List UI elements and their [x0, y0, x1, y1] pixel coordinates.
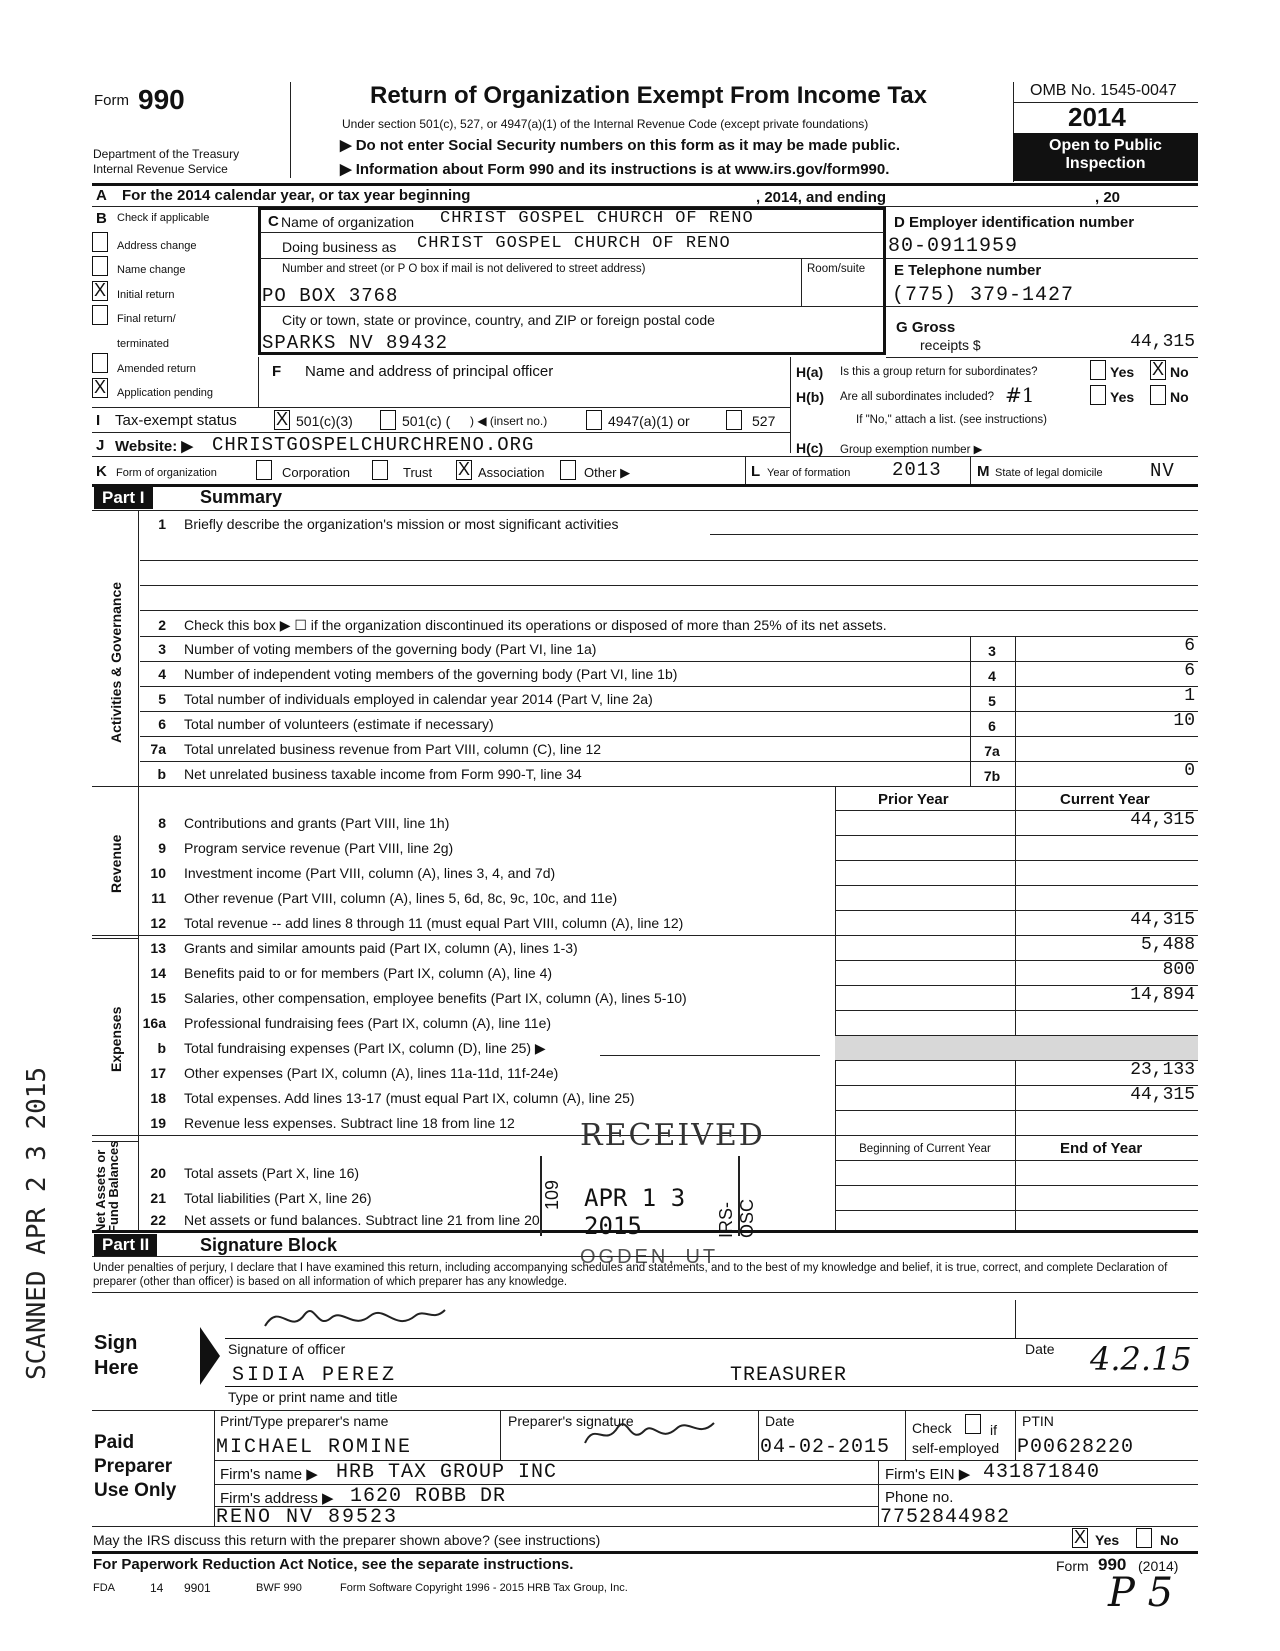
- final-return-checkbox[interactable]: [92, 305, 108, 325]
- line-1-text: Briefly describe the organization's mission or most significant activities: [184, 516, 619, 532]
- line-4-num: 4: [158, 666, 166, 682]
- page-handwritten: P 5: [1108, 1570, 1174, 1616]
- line-15-text: Salaries, other compensation, employee benefits (Part IX, column (A), lines 5-10): [184, 990, 687, 1006]
- stamp-ogden: OGDEN, UT: [580, 1246, 719, 1268]
- prep-date-value: 04-02-2015: [760, 1436, 891, 1459]
- ha-text: Is this a group return for subordinates?: [840, 366, 1038, 378]
- corporation-checkbox[interactable]: [256, 460, 272, 480]
- line-15-num: 15: [150, 990, 166, 1006]
- footer-software: Form Software Copyright 1996 - 2015 HRB Tax Group, Inc.: [340, 1582, 628, 1594]
- line-5-value: 1: [1184, 686, 1195, 706]
- discuss-question: May the IRS discuss this return with the preparer shown above? (see instructions): [93, 1532, 601, 1548]
- phone-label: E Telephone number: [894, 262, 1042, 279]
- address-change-checkbox[interactable]: [92, 232, 108, 252]
- line-i-label: I: [96, 412, 101, 429]
- current-year-header: Current Year: [1060, 791, 1150, 808]
- line-18-current: 44,315: [1130, 1085, 1195, 1105]
- line-12-text: Total revenue -- add lines 8 through 11 (must equal Part VIII, column (A), line 12): [184, 915, 684, 931]
- perjury-text: Under penalties of perjury, I declare that I have examined this return, including accompanying schedules and statements, and to the best of my knowledge and belief, it is true, correct, and complete Declaration of preparer (other than officer) is based on all information of which preparer has any knowledge.: [93, 1262, 1168, 1288]
- line-f-label: F: [272, 363, 282, 380]
- line-16b-text: Total fundraising expenses (Part IX, column (D), line 25) ▶: [184, 1040, 546, 1056]
- line-7b-value: 0: [1184, 761, 1195, 781]
- ha-no-label: No: [1170, 364, 1189, 380]
- org-name-label: Name of organization: [281, 214, 415, 230]
- firm-name-value: HRB TAX GROUP INC: [336, 1461, 558, 1484]
- line-16b-shaded: [835, 1035, 1198, 1060]
- line-11-text: Other revenue (Part VIII, column (A), lines 5, 6d, 8c, 9c, 10c, and 11e): [184, 890, 618, 906]
- side-expenses: Expenses: [108, 1006, 124, 1072]
- preparer-label: Preparer: [94, 1456, 173, 1477]
- line-18-num: 18: [150, 1090, 166, 1106]
- sig-officer-label: Signature of officer: [228, 1341, 346, 1357]
- line-7a-box: 7a: [984, 743, 1000, 759]
- org-name-value: CHRIST GOSPEL CHURCH OF RENO: [440, 209, 754, 228]
- hb-text: Are all subordinates included?: [840, 391, 995, 403]
- trust-checkbox[interactable]: [372, 460, 388, 480]
- hb-label: H(b): [796, 389, 824, 405]
- part2-tag: Part II: [94, 1234, 157, 1256]
- scanned-stamp: SCANNED APR 2 3 2015: [22, 1066, 52, 1380]
- line-10-num: 10: [150, 865, 166, 881]
- officer-name: SIDIA PEREZ: [232, 1364, 398, 1387]
- footer-code2: 9901: [184, 1581, 211, 1595]
- ha-yes-label: Yes: [1110, 364, 1135, 380]
- address-change-label: Address change: [117, 240, 197, 252]
- ha-yes-checkbox[interactable]: [1090, 360, 1106, 380]
- association-checkbox[interactable]: X: [457, 459, 470, 479]
- line-3-text: Number of voting members of the governing body (Part VI, line 1a): [184, 641, 597, 657]
- form-of-org-label: Form of organization: [116, 467, 217, 479]
- form-subtitle: Under section 501(c), 527, or 4947(a)(1) of the Internal Revenue Code (except private foundations): [342, 117, 869, 131]
- 501c-checkbox[interactable]: [380, 410, 396, 430]
- part1-tag: Part I: [94, 487, 153, 509]
- line-8-num: 8: [158, 815, 166, 831]
- sign-label: Sign: [94, 1332, 138, 1354]
- firm-address-label: Firm's address ▶: [220, 1490, 334, 1507]
- sign-date-value: 4.2.15: [1090, 1340, 1192, 1378]
- ptin-label: PTIN: [1022, 1413, 1054, 1429]
- prior-year-header: Prior Year: [878, 791, 949, 808]
- prep-date-label: Date: [765, 1413, 795, 1429]
- dept-treasury: Department of the Treasury: [93, 147, 240, 161]
- officer-signature: [255, 1296, 455, 1342]
- hb-yes-label: Yes: [1110, 389, 1135, 405]
- footer-code1: 14: [150, 1581, 164, 1595]
- street-value: PO BOX 3768: [262, 285, 399, 307]
- line-16a-text: Professional fundraising fees (Part IX, column (A), line 11e): [184, 1015, 552, 1031]
- side-net-assets: Net Assets or Fund Balances: [93, 1140, 121, 1233]
- line-a-label: A: [96, 187, 107, 204]
- form-title: Return of Organization Exempt From Income Tax: [370, 82, 927, 109]
- line-19-text: Revenue less expenses. Subtract line 18 from line 12: [184, 1115, 515, 1131]
- line-2-num: 2: [158, 617, 166, 633]
- line-3-box: 3: [988, 643, 996, 659]
- dba-value: CHRIST GOSPEL CHURCH OF RENO: [417, 234, 731, 253]
- line-21-text: Total liabilities (Part X, line 26): [184, 1190, 372, 1206]
- hb-handwritten: #1: [1005, 383, 1035, 407]
- begin-year-header: Beginning of Current Year: [859, 1143, 991, 1155]
- line-j-label: J: [96, 437, 105, 454]
- initial-return-label: Initial return: [117, 289, 175, 301]
- 4947-label: 4947(a)(1) or: [608, 413, 690, 429]
- line-14-current: 800: [1162, 960, 1195, 980]
- form-label: Form: [94, 92, 129, 109]
- line-a-ending: , 2014, and ending: [756, 189, 887, 206]
- ha-no-checkbox[interactable]: X: [1151, 359, 1164, 379]
- website-label: Website: ▶: [115, 438, 193, 455]
- footer-form-label: Form: [1056, 1558, 1089, 1574]
- line-1-num: 1: [158, 516, 166, 532]
- 501c3-label: 501(c)(3): [296, 413, 353, 429]
- line-14-text: Benefits paid to or for members (Part IX, column (A), line 4): [184, 965, 553, 981]
- terminated-label: terminated: [117, 338, 169, 350]
- line-22-text: Net assets or fund balances. Subtract line 21 from line 20: [184, 1212, 540, 1228]
- line-6-box: 6: [988, 718, 996, 734]
- final-return-label: Final return/: [117, 313, 176, 325]
- line-a-twenty: , 20: [1095, 189, 1121, 206]
- hb-note: If "No," attach a list. (see instructions): [856, 414, 1047, 426]
- 4947-checkbox[interactable]: [586, 410, 602, 430]
- hc-label: H(c): [796, 440, 824, 456]
- here-label: Here: [94, 1357, 139, 1379]
- stamp-received: RECEIVED: [580, 1118, 765, 1153]
- line-13-current: 5,488: [1140, 935, 1195, 955]
- line-12-current: 44,315: [1130, 910, 1195, 930]
- gross-label: G Gross: [896, 319, 956, 336]
- paid-label: Paid: [94, 1432, 135, 1453]
- city-value: SPARKS NV 89432: [262, 332, 449, 354]
- end-year-header: End of Year: [1060, 1140, 1143, 1157]
- info-notice: ▶ Information about Form 990 and its instructions is at www.irs.gov/form990.: [340, 161, 890, 178]
- line-19-num: 19: [150, 1115, 166, 1131]
- footer-form-year: (2014): [1138, 1558, 1179, 1574]
- hb-no-label: No: [1170, 389, 1189, 405]
- ssn-notice: ▶ Do not enter Social Security numbers on this form as it may be made public.: [340, 137, 900, 154]
- stamp-date: APR 1 3 2015: [584, 1184, 686, 1240]
- use-only-label: Use Only: [94, 1480, 177, 1501]
- name-change-checkbox[interactable]: [92, 256, 108, 276]
- phone-value: (775) 379-1427: [892, 284, 1075, 307]
- type-name-label: Type or print name and title: [228, 1389, 398, 1405]
- 501c3-checkbox[interactable]: X: [275, 409, 288, 429]
- name-change-label: Name change: [117, 264, 186, 276]
- side-governance: Activities & Governance: [108, 581, 124, 743]
- line-18-text: Total expenses. Add lines 13-17 (must equal Part IX, column (A), line 25): [184, 1090, 635, 1106]
- line-2-text: Check this box ▶ ☐ if the organization discontinued its operations or disposed of more than 25% of its net assets.: [184, 617, 887, 633]
- line-7a-num: 7a: [150, 741, 166, 757]
- gross-receipts-label: receipts $: [920, 337, 981, 353]
- line-22-num: 22: [150, 1212, 166, 1228]
- sign-arrow-icon: [198, 1325, 222, 1387]
- preparer-signature: [580, 1413, 720, 1453]
- year-formation-label: Year of formation: [767, 467, 851, 479]
- omb-number: OMB No. 1545-0047: [1030, 82, 1177, 99]
- discuss-no-label: No: [1160, 1532, 1179, 1548]
- prep-sig-label: Preparer's signature: [508, 1413, 634, 1429]
- firm-phone-value: 7752844982: [880, 1506, 1011, 1529]
- principal-officer-label: Name and address of principal officer: [305, 363, 554, 380]
- part1-title: Summary: [200, 487, 283, 507]
- line-6-text: Total number of volunteers (estimate if necessary): [184, 716, 494, 732]
- line-4-value: 6: [1184, 661, 1195, 681]
- line-8-text: Contributions and grants (Part VIII, line 1h): [184, 815, 450, 831]
- amended-return-label: Amended return: [117, 363, 196, 375]
- dba-label: Doing business as: [282, 239, 397, 255]
- line-11-num: 11: [151, 890, 166, 906]
- footer-fda: FDA: [93, 1582, 115, 1594]
- corporation-label: Corporation: [282, 465, 350, 480]
- line-b-label: B: [96, 210, 107, 227]
- line-17-text: Other expenses (Part IX, column (A), lines 11a-11d, 11f-24e): [184, 1065, 559, 1081]
- footer-form-num: 990: [1098, 1555, 1127, 1574]
- prep-name-value: MICHAEL ROMINE: [216, 1436, 413, 1459]
- footer-bwf: BWF 990: [256, 1582, 302, 1594]
- inspection-text: Inspection: [1065, 155, 1146, 172]
- gross-value: 44,315: [1130, 332, 1195, 352]
- side-revenue: Revenue: [108, 834, 124, 893]
- initial-return-checkbox[interactable]: X: [93, 280, 106, 300]
- prep-check-label: Check: [912, 1420, 952, 1436]
- tax-year: 2014: [1068, 102, 1126, 132]
- sign-date-label: Date: [1025, 1341, 1055, 1357]
- open-public-text: Open to Public: [1049, 137, 1162, 154]
- firm-city-value: RENO NV 89523: [216, 1506, 399, 1529]
- discuss-no-checkbox[interactable]: [1136, 1528, 1152, 1548]
- line-12-num: 12: [150, 915, 166, 931]
- line-a-text: For the 2014 calendar year, or tax year beginning: [122, 187, 471, 204]
- firm-phone-label: Phone no.: [885, 1489, 954, 1506]
- firm-name-label: Firm's name ▶: [220, 1466, 318, 1483]
- hb-yes-checkbox[interactable]: [1090, 385, 1106, 405]
- line-4-text: Number of independent voting members of the governing body (Part VI, line 1b): [184, 666, 678, 682]
- line-9-text: Program service revenue (Part VIII, line 2g): [184, 840, 454, 856]
- line-4-box: 4: [988, 668, 996, 684]
- line-5-num: 5: [158, 691, 166, 707]
- other-checkbox[interactable]: [560, 460, 576, 480]
- line-3-num: 3: [158, 641, 166, 657]
- 501c-label: 501(c) (: [402, 413, 451, 429]
- part2-title: Signature Block: [200, 1235, 338, 1255]
- ptin-value: P00628220: [1017, 1436, 1135, 1459]
- ein-value: 80-0911959: [888, 235, 1019, 258]
- line-14-num: 14: [150, 965, 166, 981]
- other-label: Other ▶: [584, 465, 631, 480]
- domicile-label: State of legal domicile: [995, 467, 1103, 479]
- line-8-current: 44,315: [1130, 810, 1195, 830]
- form-number: 990: [138, 84, 185, 115]
- line-6-value: 10: [1173, 711, 1195, 731]
- line-9-num: 9: [158, 840, 166, 856]
- line-3-value: 6: [1184, 636, 1195, 656]
- firm-ein-value: 431871840: [983, 1461, 1101, 1484]
- line-13-num: 13: [150, 940, 166, 956]
- line-c-label: C: [268, 213, 279, 230]
- line-13-text: Grants and similar amounts paid (Part IX, column (A), lines 1-3): [184, 940, 578, 956]
- line-15-current: 14,894: [1130, 985, 1195, 1005]
- line-7a-text: Total unrelated business revenue from Part VIII, column (C), line 12: [184, 741, 602, 757]
- domicile-value: NV: [1150, 460, 1175, 482]
- paperwork-notice: For Paperwork Reduction Act Notice, see the separate instructions.: [93, 1556, 574, 1573]
- line-6-num: 6: [158, 716, 166, 732]
- firm-ein-label: Firm's EIN ▶: [885, 1466, 971, 1483]
- prep-name-label: Print/Type preparer's name: [220, 1413, 389, 1429]
- line-5-text: Total number of individuals employed in calendar year 2014 (Part V, line 2a): [184, 691, 653, 707]
- year-formation-value: 2013: [892, 459, 942, 481]
- check-if-label: Check if applicable: [117, 212, 210, 224]
- firm-address-value: 1620 ROBB DR: [350, 1485, 507, 1508]
- line-20-num: 20: [150, 1165, 166, 1181]
- line-10-text: Investment income (Part VIII, column (A), lines 3, 4, and 7d): [184, 865, 556, 881]
- trust-label: Trust: [403, 465, 433, 480]
- 527-label: 527: [752, 413, 776, 429]
- amended-return-checkbox[interactable]: [92, 353, 108, 373]
- hb-no-checkbox[interactable]: [1150, 385, 1166, 405]
- line-5-box: 5: [988, 693, 996, 709]
- 501c-insert: ) ◀ (insert no.): [470, 414, 548, 428]
- 527-checkbox[interactable]: [726, 410, 742, 430]
- website-value: CHRISTGOSPELCHURCHRENO.ORG: [212, 434, 535, 456]
- officer-title: TREASURER: [730, 1364, 848, 1387]
- irs-label: Internal Revenue Service: [93, 162, 228, 176]
- line-m-label: M: [977, 463, 990, 480]
- open-public-box: [1013, 133, 1198, 181]
- line-7b-text: Net unrelated business taxable income from Form 990-T, line 34: [184, 766, 582, 782]
- line-k-label: K: [96, 463, 107, 480]
- ein-label: D Employer identification number: [894, 214, 1135, 231]
- city-label: City or town, state or province, country, and ZIP or foreign postal code: [282, 312, 715, 328]
- discuss-yes-label: Yes: [1095, 1532, 1120, 1548]
- street-label: Number and street (or P O box if mail is not delivered to street address): [282, 263, 646, 275]
- application-pending-checkbox[interactable]: X: [93, 377, 106, 397]
- line-l-label: L: [751, 463, 761, 480]
- stamp-right-code: IRS-OSC: [716, 1198, 757, 1238]
- received-stamp: [540, 1118, 765, 1268]
- line-7b-num: b: [157, 766, 166, 782]
- line-20-text: Total assets (Part X, line 16): [184, 1165, 360, 1181]
- hc-text: Group exemption number ▶: [840, 444, 983, 456]
- line-16b-num: b: [157, 1040, 166, 1056]
- line-7b-box: 7b: [983, 768, 1001, 784]
- line-17-num: 17: [150, 1065, 166, 1081]
- line-16a-num: 16a: [142, 1015, 166, 1031]
- line-21-num: 21: [150, 1190, 166, 1206]
- stamp-left-code: 109: [542, 1179, 562, 1210]
- discuss-yes-checkbox[interactable]: X: [1073, 1527, 1086, 1547]
- prep-if-label: if: [990, 1422, 997, 1438]
- application-pending-label: Application pending: [117, 387, 214, 399]
- self-employed-checkbox[interactable]: [965, 1414, 981, 1434]
- self-employed-label: self-employed: [912, 1440, 1000, 1456]
- room-suite-label: Room/suite: [807, 263, 866, 275]
- ha-label: H(a): [796, 364, 824, 380]
- association-label: Association: [478, 465, 545, 480]
- line-17-current: 23,133: [1130, 1060, 1195, 1080]
- tax-exempt-label: Tax-exempt status: [115, 412, 237, 429]
